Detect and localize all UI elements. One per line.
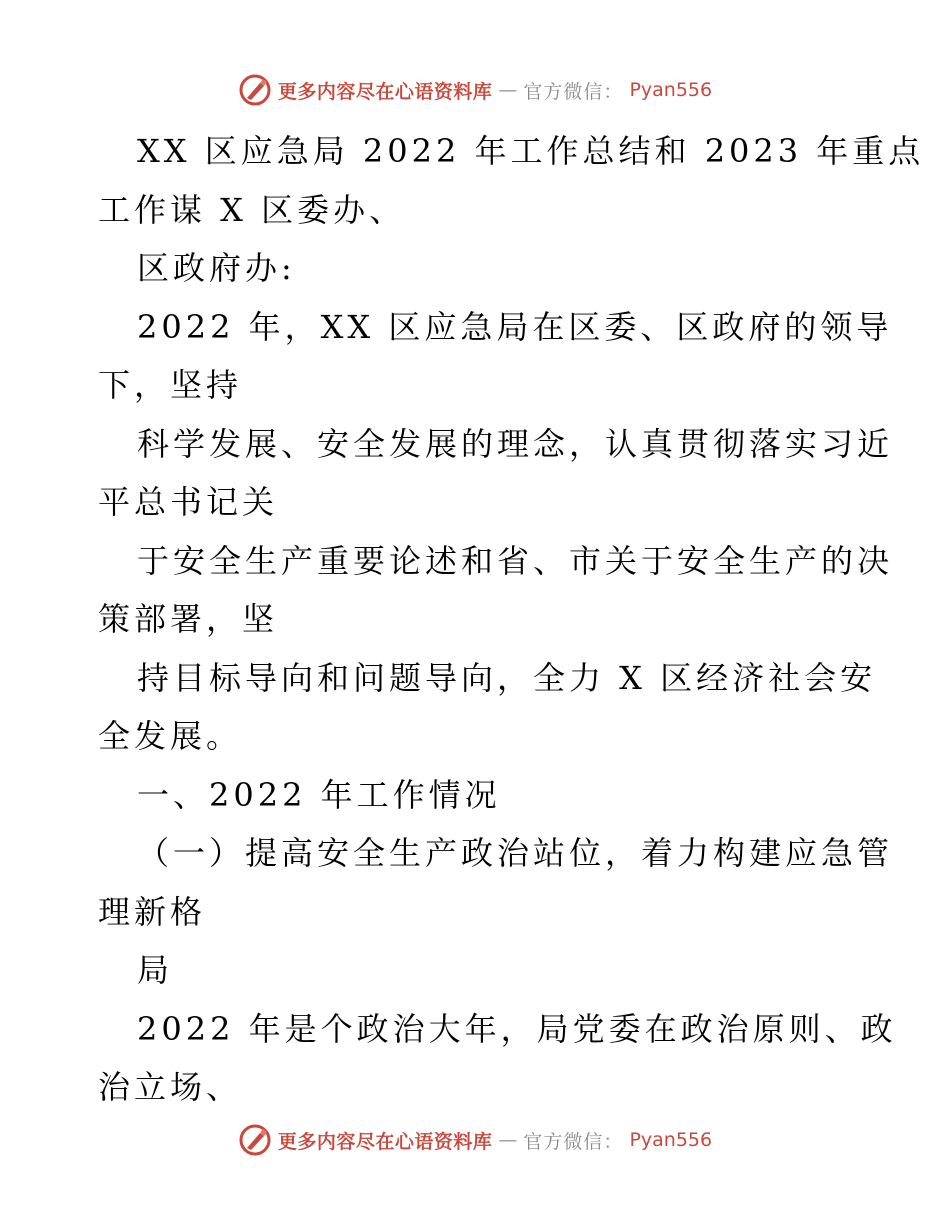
text-line: 策部署，坚 bbox=[98, 600, 279, 638]
text-line: 局 bbox=[137, 951, 174, 989]
text-line: 治立场、 bbox=[98, 1068, 243, 1106]
header-watermark bbox=[0, 70, 950, 110]
text-line: 科学发展、安全发展的理念，认真贯彻落实习近 bbox=[137, 424, 894, 463]
text-line: 区政府办: bbox=[137, 249, 296, 287]
watermark-wechat-id: Pyan556 bbox=[629, 1129, 713, 1151]
text-line: 理新格 bbox=[98, 892, 207, 931]
section-heading: 一、2022 年工作情况 bbox=[137, 775, 501, 814]
watermark-dash: — bbox=[498, 79, 518, 101]
text-line: 平总书记关 bbox=[98, 483, 279, 521]
text-line: 持目标导向和问题导向，全力 X 区经济社会安 bbox=[137, 658, 877, 697]
watermark-wechat-label: 官方微信： bbox=[523, 80, 624, 103]
pen-logo-icon bbox=[238, 73, 272, 107]
text-line: 全发展。 bbox=[98, 717, 243, 755]
watermark-dash: — bbox=[498, 1129, 518, 1151]
watermark-main-text: 更多内容尽在心语资料库 bbox=[277, 80, 493, 103]
text-line: 于安全生产重要论述和省、市关于安全生产的决 bbox=[137, 541, 894, 580]
text-line: 2022 年是个政治大年，局党委在政治原则、政 bbox=[137, 1009, 897, 1048]
document-body bbox=[98, 122, 925, 1117]
pen-logo-icon bbox=[238, 1123, 272, 1157]
subsection-heading: （一）提高安全生产政治站位，着力构建应急管 bbox=[137, 834, 894, 872]
watermark-main-text: 更多内容尽在心语资料库 bbox=[277, 1130, 493, 1153]
text-line: 工作谋 X 区委办、 bbox=[98, 190, 406, 229]
text-line: 下，坚持 bbox=[98, 366, 243, 404]
watermark-wechat-label: 官方微信： bbox=[523, 1130, 624, 1153]
footer-watermark bbox=[0, 1120, 950, 1160]
watermark-wechat-id: Pyan556 bbox=[629, 79, 713, 101]
text-line: XX 区应急局 2022 年工作总结和 2023 年重点 bbox=[137, 132, 925, 170]
text-line: 2022 年，XX 区应急局在区委、区政府的领导 bbox=[137, 307, 893, 346]
